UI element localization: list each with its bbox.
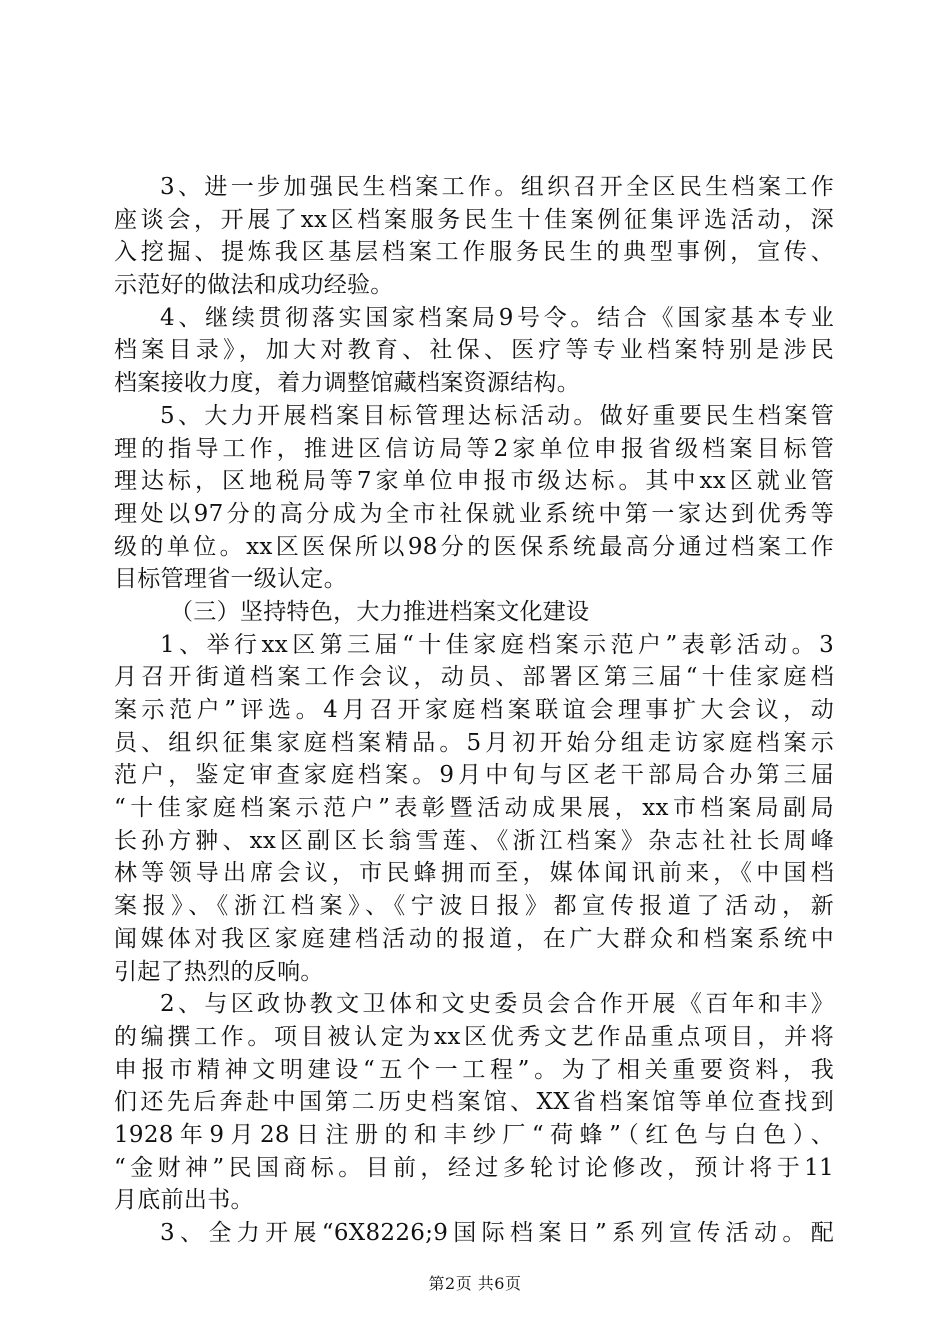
text-line: 1928年9月28日注册的和丰纱厂“荷蜂”（红色与白色）、 (114, 1121, 834, 1148)
text-line: “十佳家庭档案示范户”表彰暨活动成果展，xx市档案局副局 (114, 795, 834, 822)
text-line: 林等领导出席会议，市民蜂拥而至，媒体闻讯前来，《中国档 (114, 860, 834, 887)
text-line: 理的指导工作，推进区信访局等2家单位申报省级档案目标管 (114, 435, 834, 462)
text-line: 月召开街道档案工作会议，动员、部署区第三届“十佳家庭档 (114, 664, 834, 691)
text-line: 4、继续贯彻落实国家档案局9号令。结合《国家基本专业 (160, 304, 834, 331)
text-line: 入挖掘、提炼我区基层档案工作服务民生的典型事例，宣传、 (114, 239, 834, 266)
text-line: 案示范户”评选。4月召开家庭档案联谊会理事扩大会议，动 (114, 697, 834, 723)
text-line: 员、组织征集家庭档案精品。5月初开始分组走访家庭档案示 (114, 729, 834, 756)
text-line: 档案目录》，加大对教育、社保、医疗等专业档案特别是涉民 (114, 337, 834, 364)
document-body (114, 171, 834, 1250)
text-line: 申报市精神文明建设“五个一工程”。为了相关重要资料，我 (114, 1056, 834, 1083)
text-line: “金财神”民国商标。目前，经过多轮讨论修改，预计将于11 (114, 1154, 834, 1181)
text-line: 档案接收力度，着力调整馆藏档案资源结构。 (114, 370, 580, 397)
text-line: 案报》、《浙江档案》、《宁波日报》都宣传报道了活动，新 (114, 893, 834, 920)
text-line: 月底前出书。 (114, 1187, 254, 1214)
text-line: 长孙方翀、xx区副区长翁雪莲、《浙江档案》杂志社社长周峰 (114, 827, 834, 854)
text-line: 理处以97分的高分成为全市社保就业系统中第一家达到优秀等 (114, 500, 834, 527)
text-line: 示范好的做法和成功经验。 (114, 272, 394, 299)
text-line: 引起了热烈的反响。 (114, 958, 324, 985)
text-line: 2、与区政协教文卫体和文史委员会合作开展《百年和丰》 (160, 991, 834, 1018)
text-line: 5、大力开展档案目标管理达标活动。做好重要民生档案管 (160, 402, 834, 429)
page-footer: 第2页 共6页 (428, 1274, 522, 1293)
text-line: 目标管理省一级认定。 (114, 566, 347, 593)
text-line: 的编撰工作。项目被认定为xx区优秀文艺作品重点项目，并将 (114, 1023, 834, 1050)
text-line: 座谈会，开展了xx区档案服务民生十佳案例征集评选活动，深 (114, 206, 834, 233)
section-heading: （三）坚持特色，大力推进档案文化建设 (170, 598, 590, 625)
text-line: 们还先后奔赴中国第二历史档案馆、XX省档案馆等单位查找到 (114, 1089, 834, 1116)
text-line: 范户，鉴定审查家庭档案。9月中旬与区老干部局合办第三届 (114, 762, 834, 789)
text-line: 级的单位。xx区医保所以98分的医保系统最高分通过档案工作 (114, 533, 834, 560)
text-line: 闻媒体对我区家庭建档活动的报道，在广大群众和档案系统中 (114, 925, 834, 952)
text-line: 理达标，区地税局等7家单位申报市级达标。其中xx区就业管 (114, 468, 834, 495)
text-line: 3、进一步加强民生档案工作。组织召开全区民生档案工作 (160, 174, 834, 200)
text-line: 3、全力开展“6X8226;9国际档案日”系列宣传活动。配 (160, 1220, 834, 1246)
text-line: 1、举行xx区第三届“十佳家庭档案示范户”表彰活动。3 (160, 631, 834, 658)
